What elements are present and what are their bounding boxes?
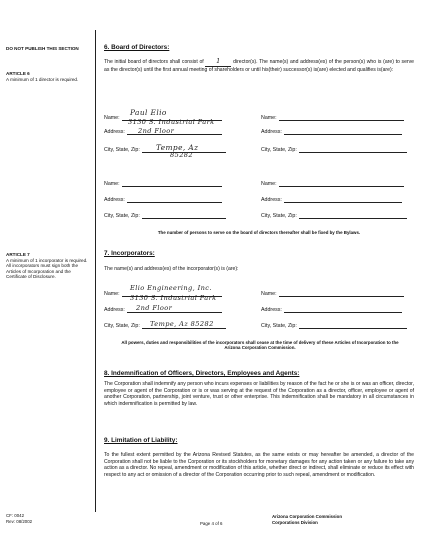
form-revision: Rev: 08/2002 xyxy=(6,519,33,524)
article-7-title: ARTICLE 7 xyxy=(6,252,30,257)
commission-name: Arizona Corporation Commission xyxy=(272,514,343,519)
section-7-title: 7. Incorporators: xyxy=(104,250,155,257)
director-3-address-field[interactable]: Address: xyxy=(104,196,222,203)
director-1-name-field[interactable]: Name: xyxy=(104,114,222,121)
division-name: Corporations Division xyxy=(272,520,318,525)
director-2-city-field[interactable]: City, State, Zip: xyxy=(261,146,407,153)
section-8-text: The Corporation shall indemnify any person who incurs expenses or liabilities by reason of the fact he or she is or was an officer, director, employee or agent of the Corporation or is or was serving at the request of the Corporation as a director, officer, employee or agent of another Corporation, partnership, joint venture, trust or other enterprise. This indemnification shall be mandatory in all circumstances in which indemnification is permitted by law. xyxy=(104,381,414,407)
section-9-title: 9. Limitation of Liability: xyxy=(104,437,178,444)
incorporator-1-name-value: Elio Engineering, Inc. xyxy=(130,284,212,292)
director-4-city-field[interactable]: City, State, Zip: xyxy=(261,212,407,219)
director-2-name-field[interactable]: Name: xyxy=(261,114,404,121)
article-6-title: ARTICLE 6 xyxy=(6,71,30,76)
incorporator-2-city-field[interactable]: City, State, Zip: xyxy=(261,322,407,329)
director-1-address-line-2: 2nd Floor xyxy=(138,127,175,135)
incorporator-1-address-line-1: 3130 S. Industrial Park xyxy=(130,294,217,302)
director-3-city-field[interactable]: City, State, Zip: xyxy=(104,212,226,219)
section-7-footnote: All powers, duties and responsibilities of the incorporators shall cease at the time of delivery of these Articles of Incorporation to the Arizona Corporation Commission. xyxy=(121,340,399,351)
incorporator-2-name-field[interactable]: Name: xyxy=(261,290,404,297)
page-number: Page 4 of 6 xyxy=(200,521,223,526)
director-1-city-field[interactable]: City, State, Zip: xyxy=(104,146,226,153)
director-count-field[interactable]: 1 xyxy=(205,58,231,67)
section-9-text: To the fullest extent permitted by the Arizona Revised Statutes, as the same exists or may hereafter be amended, a director of the Corporation shall not be liable to the Corporation or its stockholders for monetary damages for any action taken or any failure to take any action as a director. No repeal, amendment or modification of this article, whether direct or indirect, shall eliminate or reduce its effect with respect to any act or omission of a director of the Corporation occurring prior to such repeal, amendment or modification. xyxy=(104,452,414,478)
article-7-note xyxy=(6,252,90,280)
section-6-intro: The initial board of directors shall consist of 1 director(s). The name(s) and address(es) of the person(s) who is (are) to serve as the director(s) until the first annual meeting of shareholders or until his(their) successor(s) is(are) elected and qualifies is(are): xyxy=(104,57,415,73)
section-8-title: 8. Indemnification of Officers, Directors, Employees and Agents: xyxy=(104,370,300,377)
incorporator-2-address-field[interactable]: Address: xyxy=(261,306,402,313)
director-1-address-line-1: 3130 S. Industrial Park xyxy=(128,118,215,126)
section-7-intro: The name(s) and address(es) of the incorporator(s) is (are): xyxy=(104,266,239,272)
section-6-title: 6. Board of Directors: xyxy=(104,44,170,51)
incorporator-1-address-field[interactable]: Address: xyxy=(104,306,222,313)
article-6-text: A minimum of 1 director is required. xyxy=(6,76,79,82)
director-4-name-field[interactable]: Name: xyxy=(261,180,404,187)
director-1-city-value: Tempe, Az xyxy=(156,143,199,152)
do-not-publish-note: DO NOT PUBLISH THIS SECTION xyxy=(6,46,79,51)
director-1-address-field[interactable]: Address: xyxy=(104,128,222,135)
director-3-name-field[interactable]: Name: xyxy=(104,180,222,187)
article-7-text: A minimum of 1 incorporator is required. All incorporators must sign both the Articles of Incorporation and the Certificate of Disclosure. xyxy=(6,257,88,280)
form-code: CF: 0042 xyxy=(6,513,25,518)
incorporator-1-city-field[interactable]: City, State, Zip: xyxy=(104,322,226,329)
margin-divider xyxy=(95,30,96,512)
director-1-zip-value: 85282 xyxy=(170,151,193,159)
incorporator-1-city-value: Tempe, Az 85282 xyxy=(150,320,214,328)
section-6-footnote: The number of persons to serve on the board of directors thereafter shall be fixed by the Bylaws. xyxy=(157,230,361,235)
director-2-address-field[interactable]: Address: xyxy=(261,128,402,135)
incorporator-1-name-field[interactable]: Name: xyxy=(104,290,222,297)
article-6-note xyxy=(6,71,90,82)
incorporator-1-address-line-2: 2nd Floor xyxy=(136,304,173,312)
director-4-address-field[interactable]: Address: xyxy=(261,196,402,203)
director-1-name-value: Paul Elio xyxy=(130,108,167,117)
